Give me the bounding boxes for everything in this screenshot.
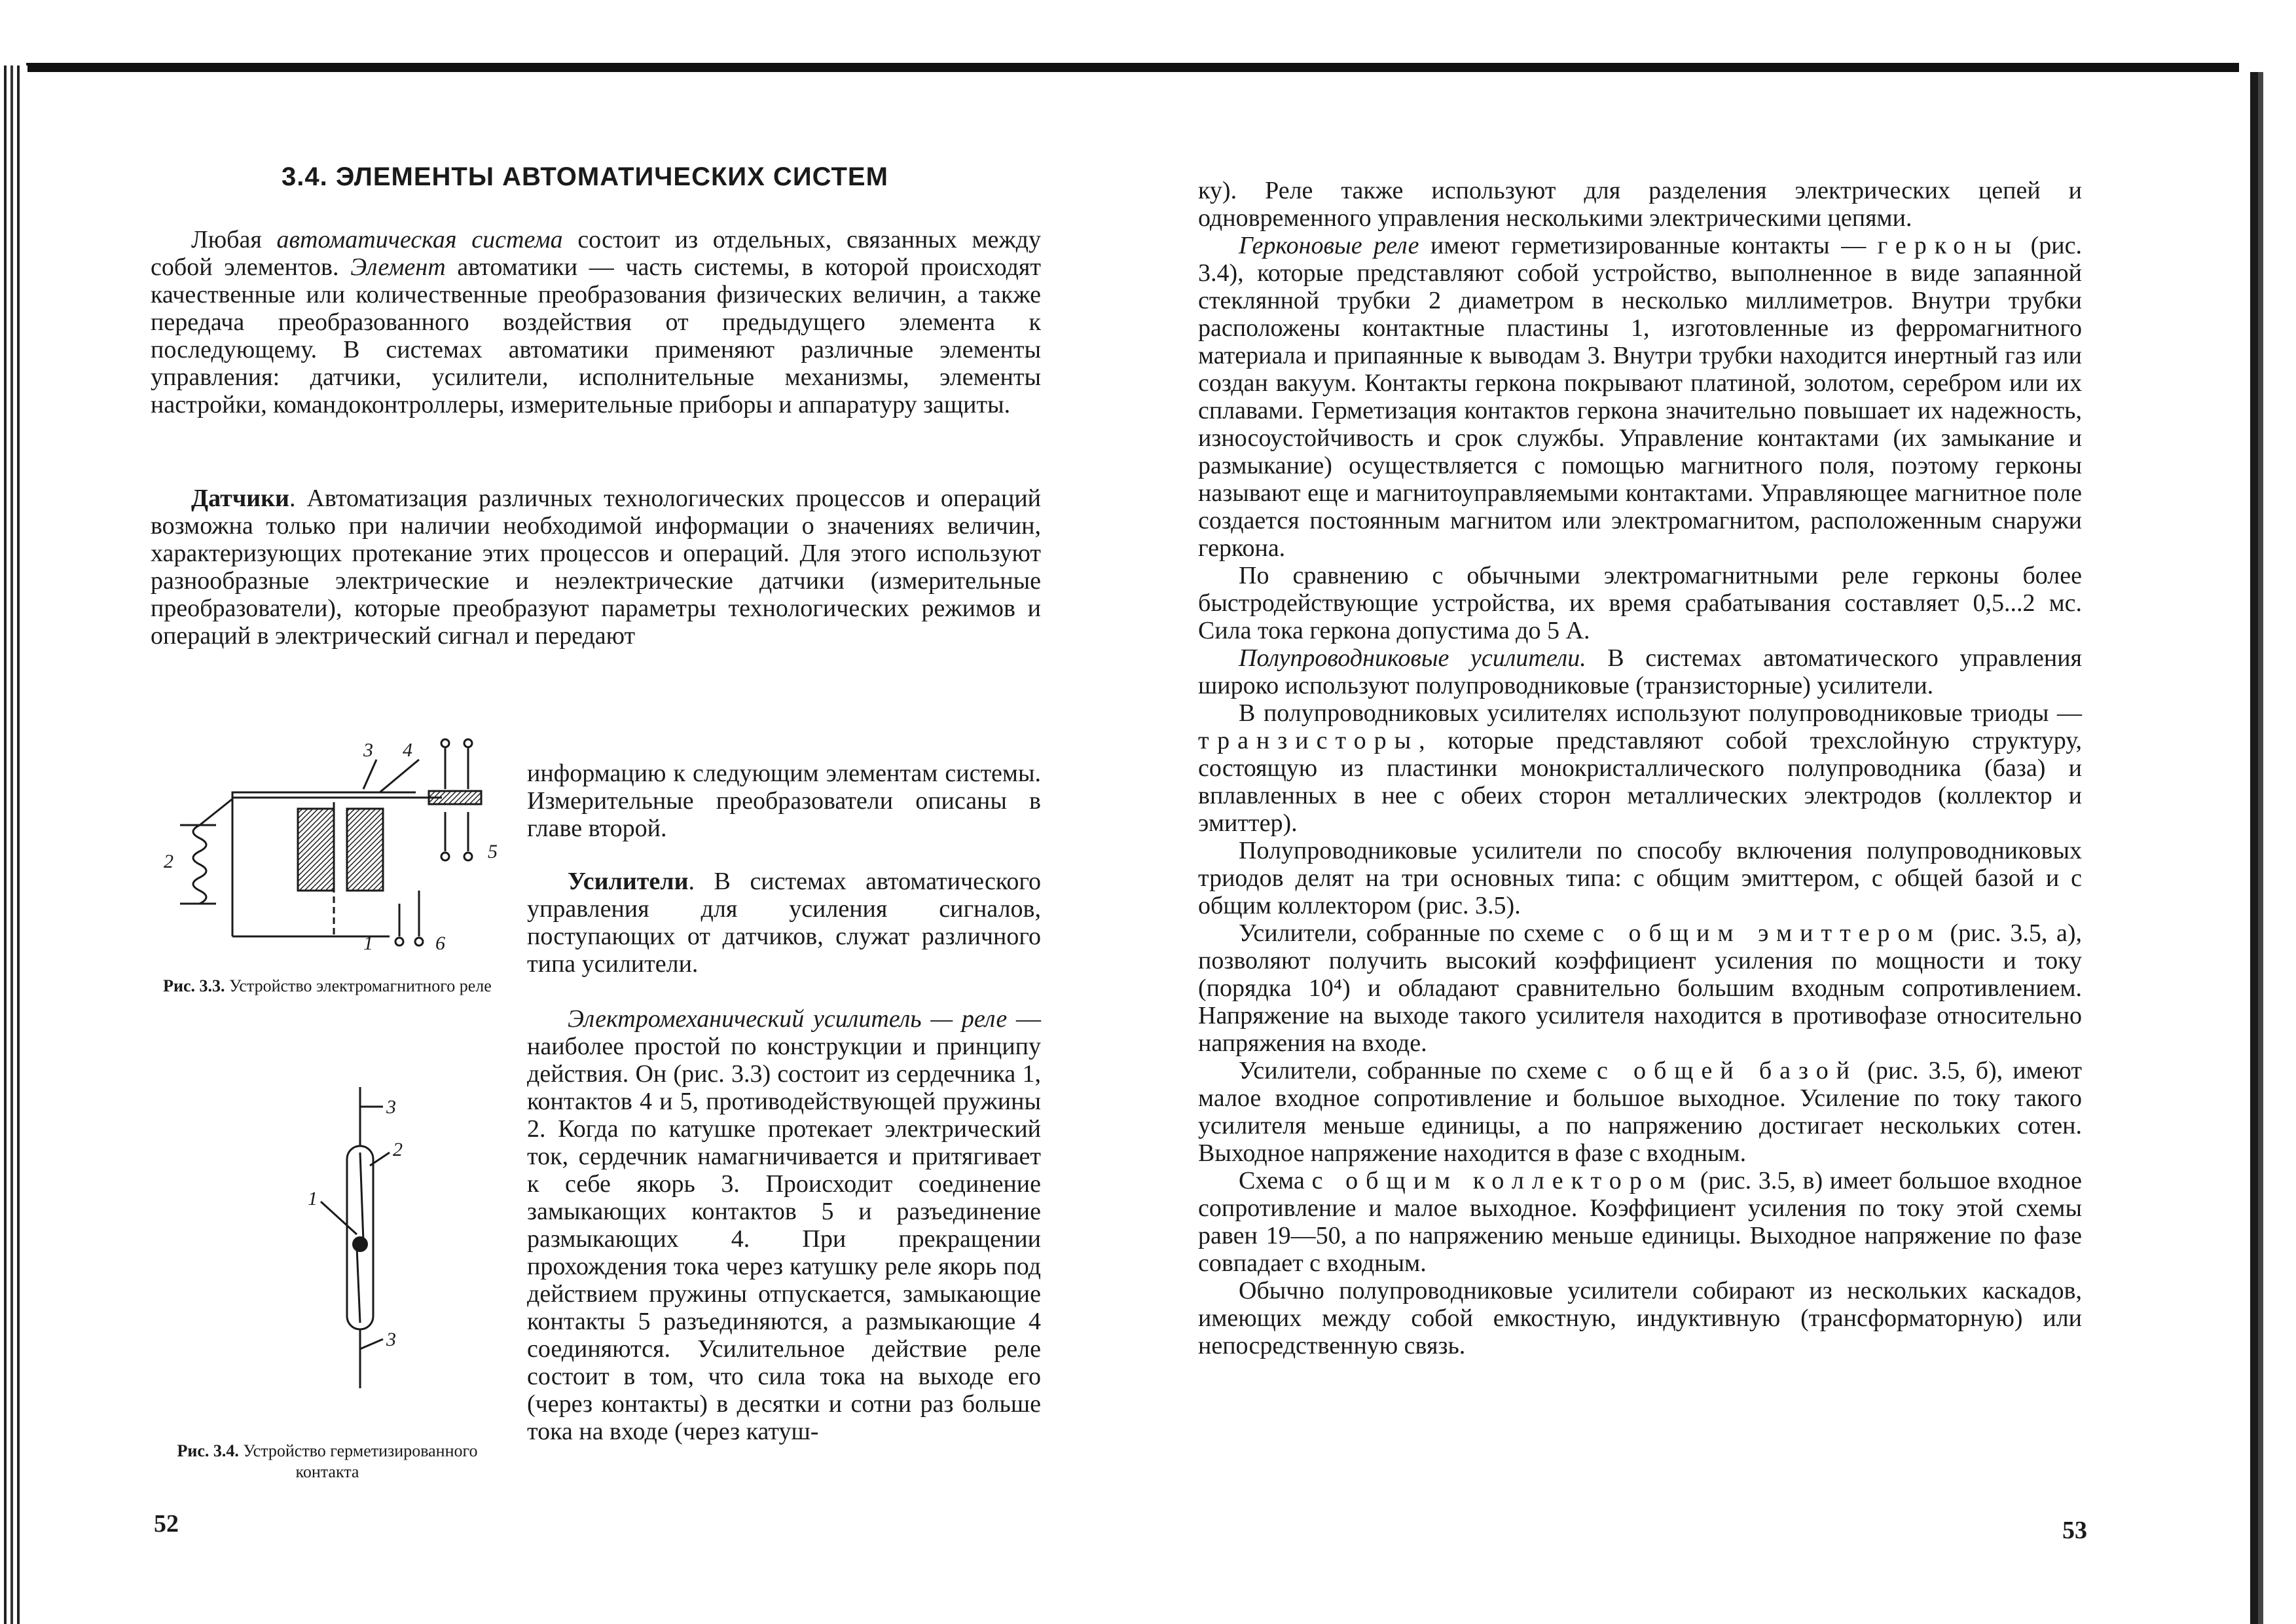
figure-3-4-reed-switch-diagram (295, 1087, 426, 1388)
page-number-right: 53 (2062, 1517, 2087, 1544)
page-number-left: 52 (154, 1510, 179, 1538)
scan-edge-left (0, 65, 27, 1624)
scan-edge-right (2250, 72, 2296, 1624)
fig34-label-3-bottom: 3 (386, 1329, 396, 1350)
right-p1: ку). Реле также используют для разделения электрических цепей и одновременного управления несколькими электрическими цепями. (1198, 177, 2082, 232)
fig33-label-2: 2 (164, 851, 173, 872)
reed-relay-paragraph: Герконовые реле имеют герметизированные контакты — герконы (рис. 3.4), которые представляют собой устройство, выполненное в виде запаянной стеклянной трубки 2 диаметром в несколько миллиметров. Внутри трубки расположены контактные пластины 1, изготовленные из ферромагнитного материала и припаянные к выводам 3. Внутри трубки находится инертный газ или создан вакуум. Контакты геркона покрывают платиной, золотом, серебром или их сплавами. Герметизация контактов геркона значительно повышает их надежность, износоустойчивость и срок службы. Управление контактами (их замыкание и размыкание) осуществляется с помощью магнитного поля, поэтому герконы называют еще и магнитоуправляемыми контактами. Управляющее магнитное поле создается постоянным магнитом или электромагнитом, расположенным снаружи геркона. (1198, 232, 2082, 562)
fig33-label-5: 5 (488, 841, 498, 862)
fig33-label-4: 4 (403, 739, 412, 761)
common-collector-paragraph: Схема с общим коллектором (рис. 3.5, в) имеет большое входное сопротивление и малое выходное. Коэффициент усиления по току этой схемы равен 19—50, а по напряжению меньше единицы. Выходное напряжение по фазе совпадает с входным. (1198, 1167, 2083, 1277)
reed-comparison-paragraph: По сравнению с обычными электромагнитными реле герконы более быстродействующие устройства, их время срабатывания составляет 0,5...2 мс. Сила тока геркона допустима до 5 А. (1198, 562, 2082, 644)
intro-paragraph: Любая автоматическая система состоит из отдельных, связанных между собой элементов. Элемент автоматики — часть системы, в которой происходят качественные или количественные преобразования физических величин, а также передача преобразованного воздействия от предыдущего элемента к последующему. В системах автоматики применяют различные элементы управления: датчики, усилители, исполнительные механизмы, элементы настройки, командоконтроллеры, измерительные приборы и аппаратуру защиты. (151, 226, 1042, 418)
sensors-continuation: информацию к следующим элементам системы. Измерительные преобразователи описаны в главе второй. (527, 760, 1041, 842)
relay-paragraph: Электромеханический усилитель — реле — наиболее простой по конструкции и принципу действия. Он (рис. 3.3) состоит из сердечника 1, контактов 4 и 5, противодействующей пружины 2. Когда по катушке протекает электрический ток, сердечник намагничивается и притягивает к себе якорь 3. Происходит соединение замыкающих контактов 5 и разъединение размыкающих 4. При прекращении прохождения тока через катушку реле якорь под действием пружины отпускается, замыкающие контакты 5 разъединяются, а размыкающие 4 соединяются. Усилительное действие реле состоит в том, что сила тока на выходе его (через контакты) в десятки и сотни раз больше тока на входе (через катуш- (527, 1005, 1042, 1445)
scan-edge-top (26, 63, 2239, 72)
figure-3-3-relay-diagram (154, 727, 520, 950)
right-col-text (1198, 177, 2082, 1359)
figure-3-4-caption: Рис. 3.4. Устройство герметизированного контакта (177, 1441, 478, 1481)
fig33-label-1: 1 (363, 932, 373, 950)
fig34-label-1: 1 (308, 1188, 318, 1209)
cascades-paragraph: Обычно полупроводниковые усилители собирают из нескольких каскадов, имеющих между собой емкостную, индуктивную (трансформаторную) или непосредственную связь. (1198, 1277, 2082, 1359)
fig33-label-3: 3 (363, 739, 373, 761)
fig34-label-2: 2 (393, 1139, 403, 1160)
section-heading: 3.4. ЭЛЕМЕНТЫ АВТОМАТИЧЕСКИХ СИСТЕМ (282, 162, 888, 191)
common-base-paragraph: Усилители, собранные по схеме с общей базой (рис. 3.5, б), имеют малое входное сопротивление и большое выходное. Усиление по току такого усилителя меньше единицы, а по напряжению достигает нескольких сотен. Выходное напряжение находится в фазе с входным. (1198, 1057, 2082, 1167)
fig34-label-3-top: 3 (386, 1096, 396, 1118)
sensors-title: Датчики (191, 485, 289, 512)
semiconductor-amplifiers-paragraph: Полупроводниковые усилители. В системах автоматического управления широко используют полупроводниковые (транзисторные) усилители. (1198, 644, 2083, 699)
connection-types-paragraph: Полупроводниковые усилители по способу включения полупроводниковых триодов делят на три основных типа: с общим эмиттером, с общей базой и с общим коллектором (рис. 3.5). (1198, 837, 2082, 919)
amplifiers-paragraph: Усилители. В системах автоматического управления для усиления сигналов, поступающих от датчиков, служат различного типа усилители. (527, 868, 1041, 978)
fig33-label-6: 6 (435, 932, 445, 950)
amplifiers-title: Усилители (568, 868, 689, 895)
common-emitter-paragraph: Усилители, собранные по схеме с общим эмиттером (рис. 3.5, а), позволяют получить высокий коэффициент усиления по мощности и току (порядка 10⁴) и обладают сравнительно большим входным сопротивлением. Напряжение на выходе такого усилителя находится в противофазе относительно напряжения на входе. (1198, 919, 2082, 1057)
figure-3-3-caption: Рис. 3.3. Устройство электромагнитного реле (163, 976, 492, 995)
transistors-paragraph: В полупроводниковых усилителях используют полупроводниковые триоды — транзисторы, которые представляют собой трехслойную структуру, состоящую из пластинки монокристаллического полупроводника (база) и вплавленных в нее с обеих сторон металлических электродов (коллектор и эмиттер). (1198, 699, 2082, 837)
sensors-paragraph: Датчики. Автоматизация различных технологических процессов и операций возможна только при наличии необходимой информации о значениях величин, характеризующих протекание этих процессов и операций. Для этого используют разнообразные электрические и неэлектрические датчики (измерительные преобразователи), которые преобразуют параметры технологических режимов и операций в электрический сигнал и передают (151, 485, 1041, 650)
